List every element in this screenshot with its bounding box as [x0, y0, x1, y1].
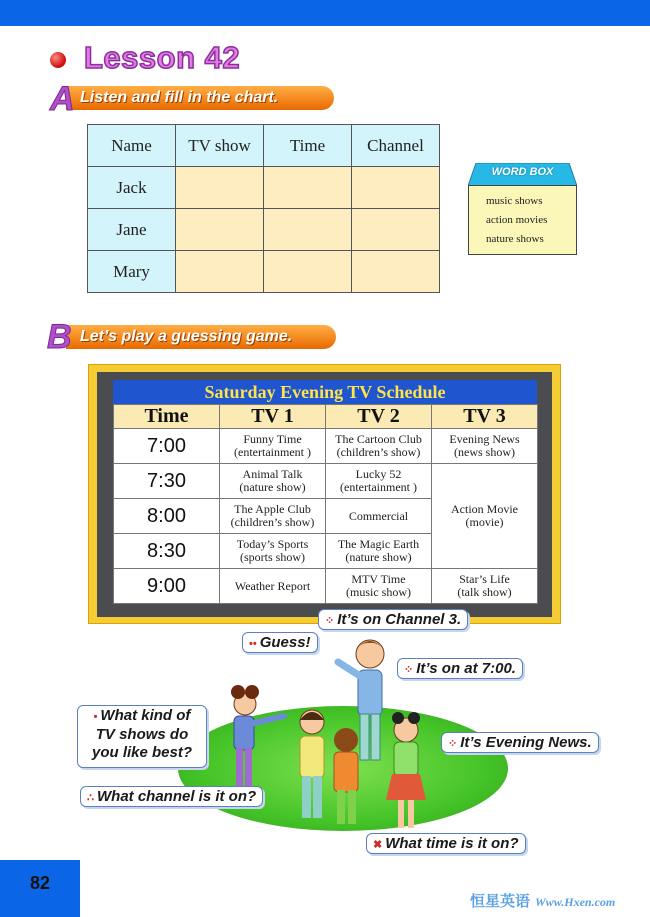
schedule-time: 7:00 [114, 429, 220, 464]
bubble-text: What kind of [100, 707, 191, 724]
page-number: 82 [29, 873, 51, 893]
schedule-header-time: Time [114, 405, 220, 429]
bubble-dots-icon: ⁘ [448, 738, 458, 750]
bubble-dots-icon: ⁘ [325, 615, 335, 627]
show-type: (nature show) [345, 550, 412, 564]
chart-blank-cell[interactable] [352, 251, 440, 293]
fill-in-chart [87, 124, 440, 293]
bubble-dots-icon: ✖ [373, 839, 383, 851]
section-a-letter: A [50, 80, 75, 118]
word-box-item: action movies [486, 214, 548, 226]
bubble-what-channel [80, 786, 263, 807]
bubble-dots-icon: • [93, 711, 98, 723]
chart-blank-cell[interactable] [352, 167, 440, 209]
bubble-text: Guess! [259, 634, 311, 651]
chart-blank-cell[interactable] [264, 251, 352, 293]
show-name: Today’s Sports [236, 537, 309, 551]
chart-blank-cell[interactable] [264, 167, 352, 209]
show-name: Funny Time [243, 432, 302, 446]
chart-name-jack: Jack [88, 167, 176, 209]
word-box-item: nature shows [486, 233, 544, 245]
chart-header-row [88, 125, 440, 167]
schedule-title: Saturday Evening TV Schedule [113, 380, 537, 404]
chart-blank-cell[interactable] [352, 209, 440, 251]
section-b-banner [66, 325, 336, 349]
section-b-letter: B [47, 318, 72, 356]
schedule-cell [326, 429, 432, 464]
chart-blank-cell[interactable] [176, 251, 264, 293]
show-type: (children’s show) [336, 445, 421, 459]
schedule-cell [432, 464, 538, 569]
show-name: Commercial [348, 508, 409, 523]
brand-url[interactable]: Www.Hxen.com [535, 895, 616, 909]
chart-header-name: Name [88, 125, 176, 167]
schedule-cell [326, 499, 432, 534]
chart-blank-cell[interactable] [176, 209, 264, 251]
schedule-cell [220, 569, 326, 604]
bubble-text: TV shows do [95, 726, 189, 743]
show-name: Animal Talk [242, 467, 303, 481]
bubble-channel-3 [318, 609, 468, 630]
chart-blank-cell[interactable] [264, 209, 352, 251]
schedule-cell [220, 534, 326, 569]
show-type: (children’s show) [230, 515, 315, 529]
top-color-bar [0, 0, 650, 26]
tv-schedule [113, 380, 537, 604]
bullet-dot-icon [50, 52, 66, 68]
chart-row [88, 167, 440, 209]
schedule-time: 8:30 [114, 534, 220, 569]
brand-watermark [470, 890, 615, 911]
chart-name-jane: Jane [88, 209, 176, 251]
show-type: (entertainment ) [234, 445, 311, 459]
chart-name-mary: Mary [88, 251, 176, 293]
schedule-cell [432, 569, 538, 604]
chart-header-time: Time [264, 125, 352, 167]
schedule-table [113, 404, 538, 604]
schedule-header-row [114, 405, 538, 429]
schedule-header-tv1: TV 1 [220, 405, 326, 429]
bubble-what-time [366, 833, 526, 854]
show-name: The Cartoon Club [335, 432, 422, 446]
bubble-on-at-700 [397, 658, 523, 679]
section-b-instruction: Let’s play a guessing game. [80, 328, 293, 345]
show-type: (music show) [346, 585, 411, 599]
show-type: (talk show) [457, 585, 512, 599]
schedule-row [114, 429, 538, 464]
schedule-header-tv2: TV 2 [326, 405, 432, 429]
show-name: Weather Report [234, 578, 311, 593]
schedule-time: 9:00 [114, 569, 220, 604]
chart-row [88, 251, 440, 293]
schedule-cell [432, 429, 538, 464]
show-name: Lucky 52 [355, 467, 402, 481]
schedule-cell [326, 569, 432, 604]
section-a-instruction: Listen and fill in the chart. [80, 89, 279, 106]
show-type: (news show) [454, 445, 515, 459]
chart-header-tv-show: TV show [176, 125, 264, 167]
schedule-time: 7:30 [114, 464, 220, 499]
bubble-text: What time is it on? [385, 835, 519, 852]
bubble-text: It’s on Channel 3. [337, 611, 462, 628]
schedule-cell [220, 429, 326, 464]
schedule-cell [326, 534, 432, 569]
schedule-time: 8:00 [114, 499, 220, 534]
schedule-row [114, 464, 538, 499]
show-type: (sports show) [240, 550, 305, 564]
bubble-evening-news [441, 732, 599, 753]
show-name: Star’s Life [459, 572, 510, 586]
show-name: Evening News [449, 432, 520, 446]
bubble-text: What channel is it on? [97, 788, 257, 805]
chart-row [88, 209, 440, 251]
bubble-guess [242, 632, 318, 653]
show-name: The Apple Club [234, 502, 311, 516]
brand-cn: 恒星英语 [470, 893, 531, 910]
show-type: (movie) [465, 515, 504, 529]
bubble-dots-icon: •• [249, 638, 257, 650]
schedule-header-tv3: TV 3 [432, 405, 538, 429]
word-box-title: WORD BOX [491, 166, 554, 178]
bubble-text: It’s Evening News. [460, 734, 592, 751]
schedule-cell [326, 464, 432, 499]
word-box-item: music shows [486, 195, 543, 207]
bubble-text: It’s on at 7:00. [416, 660, 516, 677]
bubble-dots-icon: ⁘ [404, 664, 414, 676]
schedule-row [114, 569, 538, 604]
show-name: The Magic Earth [337, 537, 420, 551]
bubble-text: you like best? [91, 744, 193, 761]
lesson-title: Lesson 42 [84, 40, 241, 75]
show-name: Action Movie [451, 502, 518, 516]
show-type: (nature show) [239, 480, 306, 494]
schedule-cell [220, 499, 326, 534]
show-name: MTV Time [351, 572, 406, 586]
section-a-banner [66, 86, 334, 110]
bubble-dots-icon: ∴ [87, 792, 94, 804]
schedule-cell [220, 464, 326, 499]
show-type: (entertainment ) [340, 480, 417, 494]
bubble-what-kind [77, 705, 207, 768]
chart-header-channel: Channel [352, 125, 440, 167]
chart-blank-cell[interactable] [176, 167, 264, 209]
